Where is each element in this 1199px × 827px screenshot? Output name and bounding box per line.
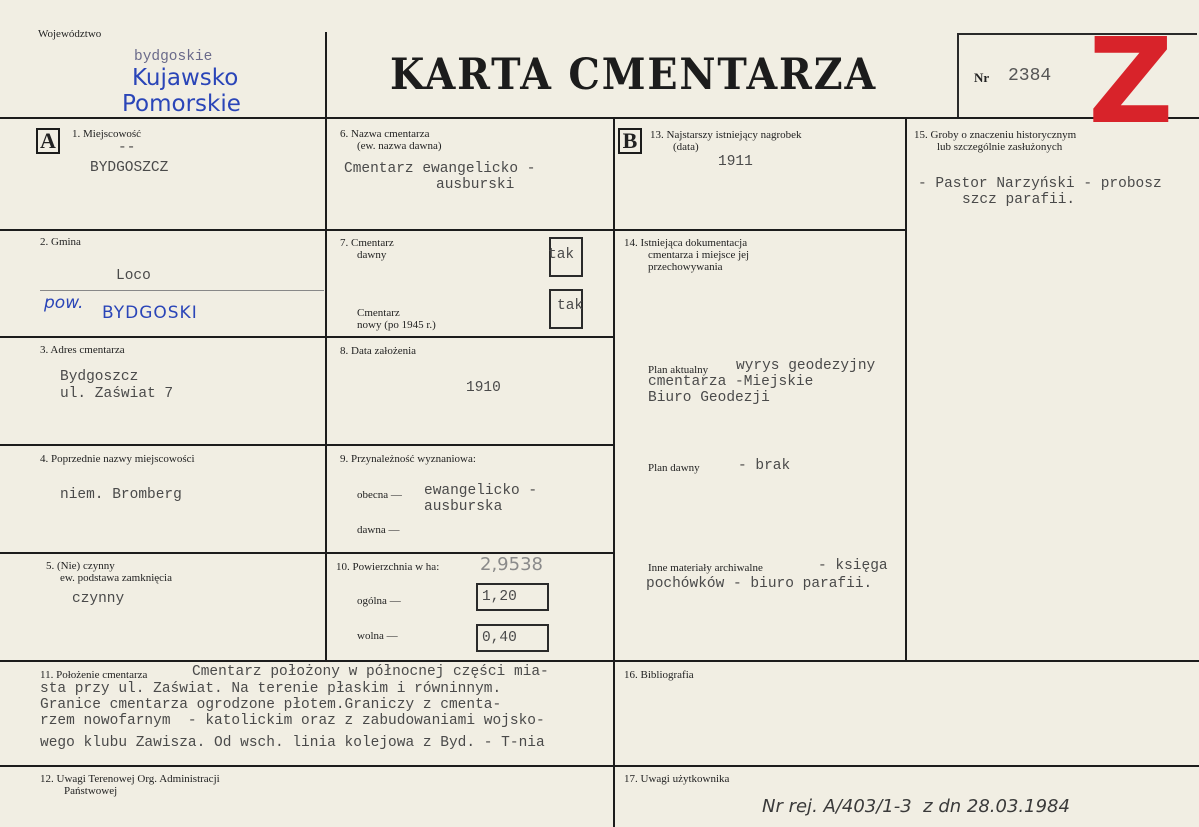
row-line-3 bbox=[0, 444, 614, 446]
field-11-line2: sta przy ul. Zaświat. Na terenie płaskim i równinnym. bbox=[40, 681, 502, 697]
field-7-label-1: 7. Cmentarz bbox=[340, 237, 394, 249]
field-6-label-2: (ew. nazwa dawna) bbox=[357, 140, 442, 152]
field-13-label-1: 13. Najstarszy istniejący nagrobek bbox=[650, 129, 802, 141]
field-11-line1: Cmentarz położony w północnej części mia- bbox=[192, 664, 549, 680]
field-11-label: 11. Położenie cmentarza bbox=[40, 669, 148, 681]
field-10-wolna-label: wolna — bbox=[357, 630, 398, 642]
field-7-dawny-value: tak bbox=[548, 247, 575, 263]
field-17-label: 17. Uwagi użytkownika bbox=[624, 773, 730, 785]
field-6-line2: ausburski bbox=[436, 177, 515, 193]
field-13-label-2: (data) bbox=[673, 141, 699, 153]
plan-aktualny-line2: cmentarza -Miejskie bbox=[648, 374, 814, 390]
divider-header-left bbox=[325, 32, 327, 117]
field-6-label-1: 6. Nazwa cmentarza bbox=[340, 128, 430, 140]
section-a-letter: A bbox=[36, 128, 60, 154]
field-5-label-2: ew. podstawa zamknięcia bbox=[60, 572, 172, 584]
row-line-gmina-inner bbox=[40, 290, 324, 291]
field-12-label-2: Państwowej bbox=[64, 785, 118, 797]
field-7-nowy-value: tak bbox=[557, 298, 584, 314]
field-2-pow-handwritten: pow. bbox=[44, 293, 84, 313]
field-7-label-4: nowy (po 1945 r.) bbox=[357, 319, 436, 331]
inne-materialy-line2: pochówków - biuro parafii. bbox=[646, 576, 873, 592]
field-4-label: 4. Poprzednie nazwy miejscowości bbox=[40, 453, 195, 465]
field-14-label-1: 14. Istniejąca dokumentacja bbox=[624, 237, 748, 249]
field-3-line2: ul. Zaświat 7 bbox=[60, 386, 174, 402]
row-line-1 bbox=[0, 229, 905, 231]
category-z-mark: Z bbox=[1088, 12, 1174, 150]
field-5-value: czynny bbox=[72, 591, 125, 607]
field-11-line4: rzem nowofarnym - katolickim oraz z zabudowaniami wojsko- bbox=[40, 713, 545, 729]
field-14-label-2: cmentarza i miejsce jej bbox=[648, 249, 750, 261]
row-line-footer bbox=[0, 765, 1199, 767]
field-3-line1: Bydgoszcz bbox=[60, 369, 139, 385]
field-2-label: 2. Gmina bbox=[40, 236, 81, 248]
field-10-ogolna-label: ogólna — bbox=[357, 595, 401, 607]
field-9-obecna-line1: ewangelicko - bbox=[424, 483, 538, 499]
region-stamp-line1: Kujawsko bbox=[132, 65, 239, 91]
field-11-line5: wego klubu Zawisza. Od wsch. linia kolejowa z Byd. - T-nia bbox=[40, 735, 545, 751]
row-line-bottom bbox=[0, 660, 1199, 662]
field-15-line2: szcz parafii. bbox=[962, 192, 1076, 208]
field-10-handwritten-area: 2,9538 bbox=[480, 554, 543, 575]
plan-aktualny-line1: wyrys geodezyjny bbox=[736, 358, 876, 374]
field-8-value: 1910 bbox=[466, 380, 501, 396]
field-10-ogolna-value: 1,20 bbox=[482, 589, 517, 605]
divider-col-a bbox=[325, 117, 327, 661]
page-title: KARTA CMENTARZA bbox=[390, 50, 878, 100]
field-14-label-3: przechowywania bbox=[648, 261, 723, 273]
field-8-label: 8. Data założenia bbox=[340, 345, 417, 357]
divider-col-mid bbox=[613, 117, 615, 827]
field-10-wolna-value: 0,40 bbox=[482, 630, 517, 646]
registry-note-handwritten: Nr rej. A/403/1-3 z dn 28.03.1984 bbox=[762, 796, 1070, 817]
field-6-line1: Cmentarz ewangelicko - bbox=[344, 161, 536, 177]
field-16-label: 16. Bibliografia bbox=[624, 669, 694, 681]
field-2-district-stamp: BYDGOSKI bbox=[102, 303, 198, 323]
field-9-obecna-label: obecna — bbox=[357, 489, 402, 501]
region-stamp-line2: Pomorskie bbox=[122, 91, 241, 117]
field-15-label-1: 15. Groby o znaczeniu historycznym bbox=[914, 129, 1077, 141]
nr-value: 2384 bbox=[1008, 66, 1052, 86]
divider-col-b bbox=[905, 117, 907, 661]
field-9-obecna-line2: ausburska bbox=[424, 499, 503, 515]
field-5-label-1: 5. (Nie) czynny bbox=[46, 560, 115, 572]
field-3-label: 3. Adres cmentarza bbox=[40, 344, 125, 356]
field-11-line3: Granice cmentarza ogrodzone płotem.Graniczy z cmenta- bbox=[40, 697, 502, 713]
section-b-letter: B bbox=[618, 128, 642, 154]
field-13-value: 1911 bbox=[718, 154, 753, 170]
row-line-2 bbox=[0, 336, 614, 338]
field-1-label: 1. Miejscowość bbox=[72, 128, 142, 140]
field-2-value: Loco bbox=[116, 268, 151, 284]
plan-dawny-value: - brak bbox=[738, 458, 791, 474]
field-15-line1: - Pastor Narzyński - probosz bbox=[918, 176, 1162, 192]
inne-materialy-line1: - księga bbox=[818, 558, 888, 574]
field-7-label-3: Cmentarz bbox=[357, 307, 400, 319]
field-1-value: BYDGOSZCZ bbox=[90, 160, 169, 176]
field-15-label-2: lub szczególnie zasłużonych bbox=[937, 141, 1063, 153]
inne-materialy-label: Inne materiały archiwalne bbox=[648, 562, 763, 574]
field-9-dawna-label: dawna — bbox=[357, 524, 400, 536]
field-7-label-2: dawny bbox=[357, 249, 387, 261]
divider-header-bottom bbox=[0, 117, 1199, 119]
wojewodztwo-typed: bydgoskie bbox=[134, 49, 213, 65]
field-4-value: niem. Bromberg bbox=[60, 487, 182, 503]
plan-aktualny-line3: Biuro Geodezji bbox=[648, 390, 770, 406]
nr-label: Nr bbox=[974, 70, 990, 85]
plan-aktualny-label: Plan aktualny bbox=[648, 364, 709, 376]
wojewodztwo-label: Województwo bbox=[38, 28, 102, 40]
field-1-dash: -- bbox=[118, 140, 136, 156]
plan-dawny-label: Plan dawny bbox=[648, 462, 700, 474]
field-10-label: 10. Powierzchnia w ha: bbox=[336, 561, 440, 573]
field-9-label: 9. Przynależność wyznaniowa: bbox=[340, 453, 476, 465]
field-12-label-1: 12. Uwagi Terenowej Org. Administracji bbox=[40, 773, 220, 785]
